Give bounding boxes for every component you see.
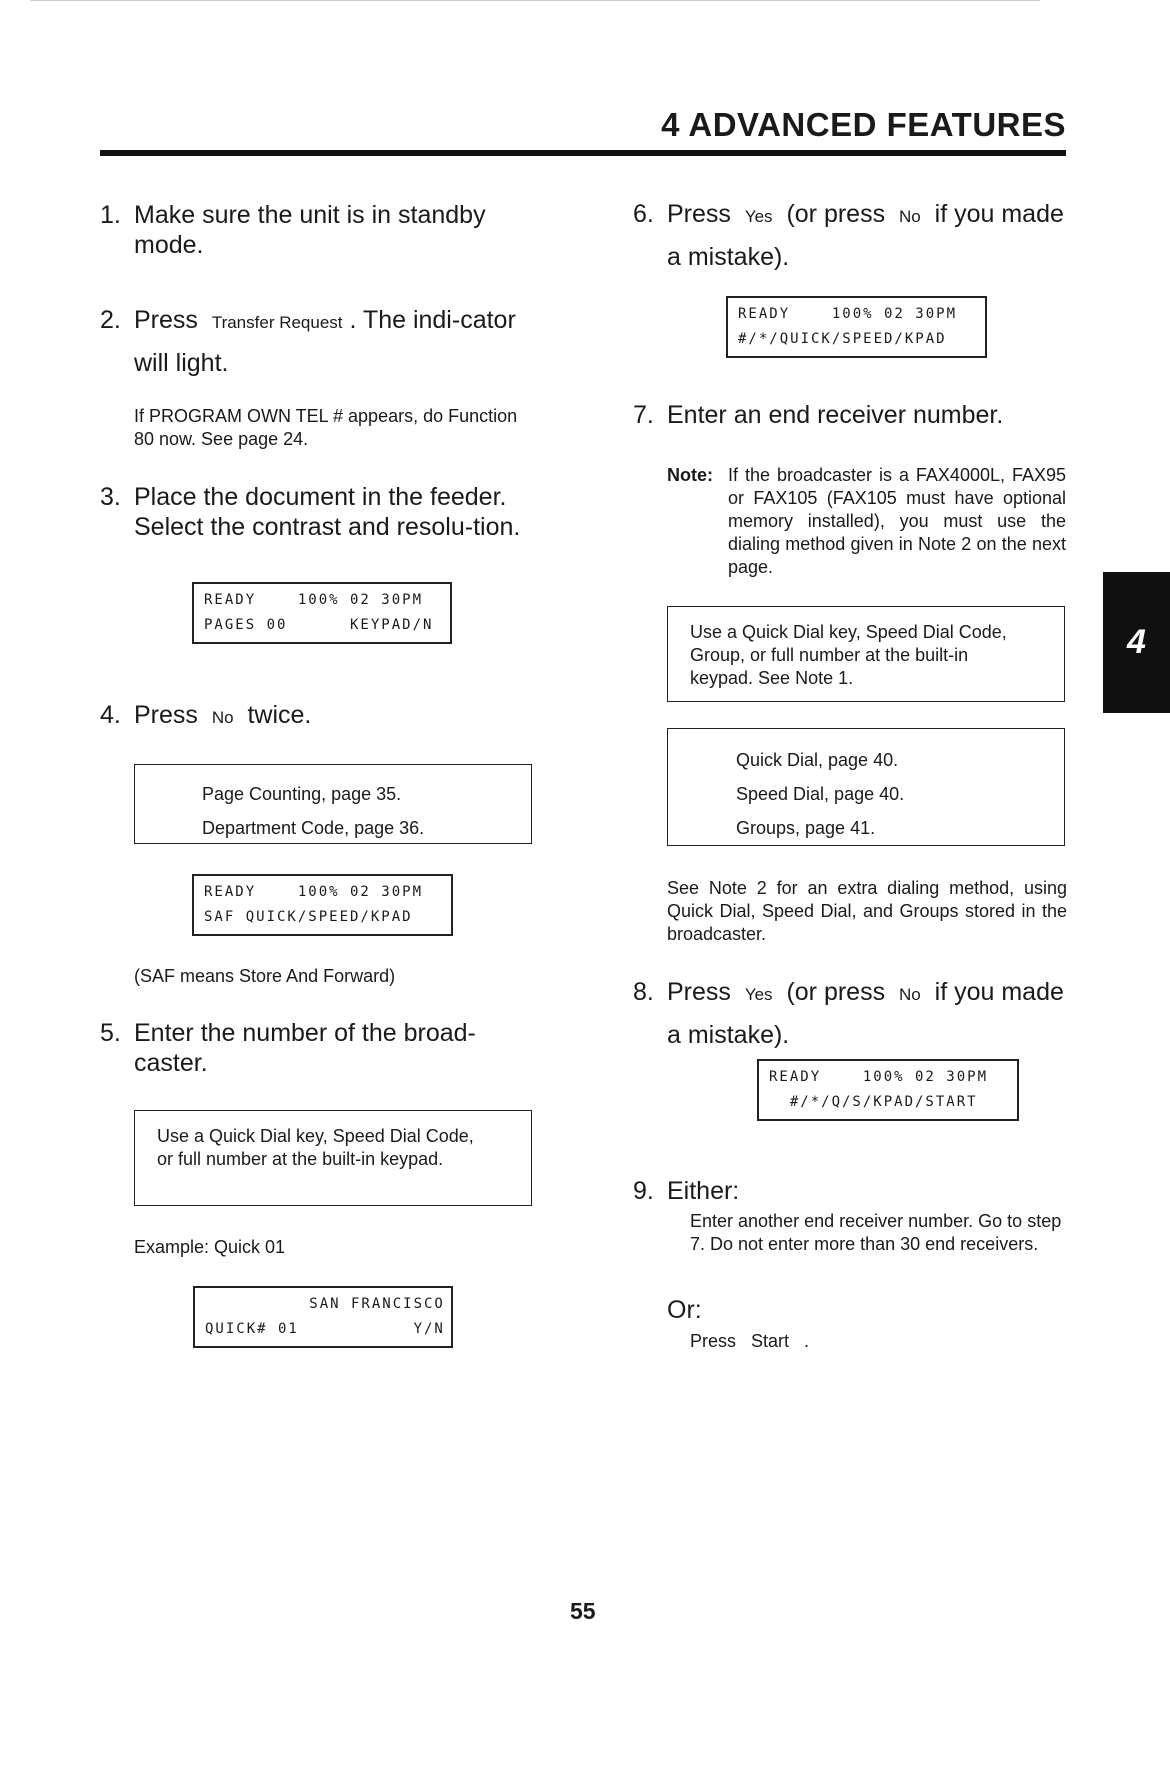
step-text: Make sure the unit is in standby mode.: [134, 201, 486, 259]
yes-key: Yes: [744, 985, 773, 1004]
page-number: 55: [570, 1598, 596, 1624]
instruction-box: Use a Quick Dial key, Speed Dial Code, Group, or full number at the built-in keypad. See Note 1.: [667, 606, 1065, 702]
reference-department-code: Department Code, page 36.: [202, 818, 425, 838]
step-post: if you made a mistake).: [667, 978, 1064, 1049]
lcd-display: [726, 296, 987, 358]
step-number: 1.: [100, 201, 121, 229]
press-word: Press: [134, 306, 198, 334]
reference-box: [667, 728, 1065, 846]
lcd-line-1: READY 100% 02 30PM: [738, 306, 958, 322]
step-text: Enter the number of the broad-caster.: [134, 1019, 476, 1077]
step-text: [667, 972, 1073, 1055]
lcd-display: [757, 1059, 1019, 1121]
scan-edge-line: [30, 0, 1040, 1]
chapter-tab: 4: [1103, 572, 1170, 713]
step-text: [134, 300, 540, 383]
step-number: 7.: [633, 401, 654, 429]
lcd-display: [192, 582, 452, 644]
lcd-display: [193, 1286, 453, 1348]
chapter-title: 4 ADVANCED FEATURES: [661, 106, 1066, 143]
step-post: . The indi-cator will light.: [134, 306, 516, 377]
either-text: Enter another end receiver number. Go to step 7. Do not enter more than 30 end receivers.: [690, 1211, 1062, 1254]
step-number: 8.: [633, 978, 654, 1006]
step-2-note: If PROGRAM OWN TEL # appears, do Function 80 now. See page 24.: [134, 406, 518, 449]
reference-page-counting: Page Counting, page 35.: [202, 784, 402, 804]
step-post: if you made a mistake).: [667, 200, 1064, 271]
step-text: Enter an end receiver number.: [667, 401, 1004, 429]
press-word: Press: [667, 200, 731, 228]
lcd-line-2: SAF QUICK/SPEED/KPAD: [204, 909, 413, 925]
step-text: [134, 700, 540, 733]
or-label: Or:: [667, 1296, 702, 1324]
lcd-line-2: PAGES 00 KEYPAD/N: [204, 617, 434, 633]
lcd-line-1: READY 100% 02 30PM: [204, 884, 424, 900]
lcd-line-1: SAN FRANCISCO: [205, 1296, 445, 1312]
reference-quick-dial: Quick Dial, page 40.: [736, 750, 899, 770]
lcd-line-2: #/*/Q/S/KPAD/START: [769, 1094, 978, 1110]
step-number: 9.: [633, 1177, 654, 1205]
no-key: No: [211, 708, 234, 727]
transfer-request-key: Transfer Request: [211, 313, 343, 332]
example-text: Example: Quick 01: [134, 1237, 286, 1257]
header-rule: [100, 150, 1066, 156]
lcd-line-1: READY 100% 02 30PM: [204, 592, 424, 608]
instruction-box: Use a Quick Dial key, Speed Dial Code, or full number at the built-in keypad.: [134, 1110, 532, 1206]
reference-groups: Groups, page 41.: [736, 818, 876, 838]
reference-box: [134, 764, 532, 844]
step-number: 4.: [100, 701, 121, 729]
step-number: 3.: [100, 483, 121, 511]
step-number: 5.: [100, 1019, 121, 1047]
lcd-line-1: READY 100% 02 30PM: [769, 1069, 989, 1085]
step-post: twice.: [247, 701, 312, 729]
step-number: 2.: [100, 306, 121, 334]
see-note-text: See Note 2 for an extra dialing method, using Quick Dial, Speed Dial, and Groups stored in the broadcaster.: [667, 878, 1067, 944]
lcd-line-2: #/*/QUICK/SPEED/KPAD: [738, 331, 947, 347]
press-word: Press: [134, 701, 198, 729]
reference-speed-dial: Speed Dial, page 40.: [736, 784, 905, 804]
yes-key: Yes: [744, 207, 773, 226]
step-text: Either:: [667, 1177, 740, 1205]
step-text: Place the document in the feeder. Select the contrast and resolu-tion.: [134, 483, 521, 541]
or-press-text: (or press: [786, 200, 886, 228]
lcd-display: [192, 874, 453, 936]
note-label: Note:: [667, 465, 713, 485]
saf-note: (SAF means Store And Forward): [134, 966, 396, 986]
press-start-text: Press Start .: [690, 1331, 810, 1351]
lcd-line-2: QUICK# 01 Y/N: [205, 1321, 445, 1337]
no-key: No: [899, 207, 921, 226]
or-press-text: (or press: [786, 978, 886, 1006]
step-number: 6.: [633, 200, 654, 228]
note-text: If the broadcaster is a FAX4000L, FAX95 or FAX105 (FAX105 must have optional memory installed), you must use the dialing method given in Note 2 on the next page.: [728, 465, 1066, 577]
step-text: [667, 194, 1073, 277]
no-key: No: [899, 985, 921, 1004]
press-word: Press: [667, 978, 731, 1006]
